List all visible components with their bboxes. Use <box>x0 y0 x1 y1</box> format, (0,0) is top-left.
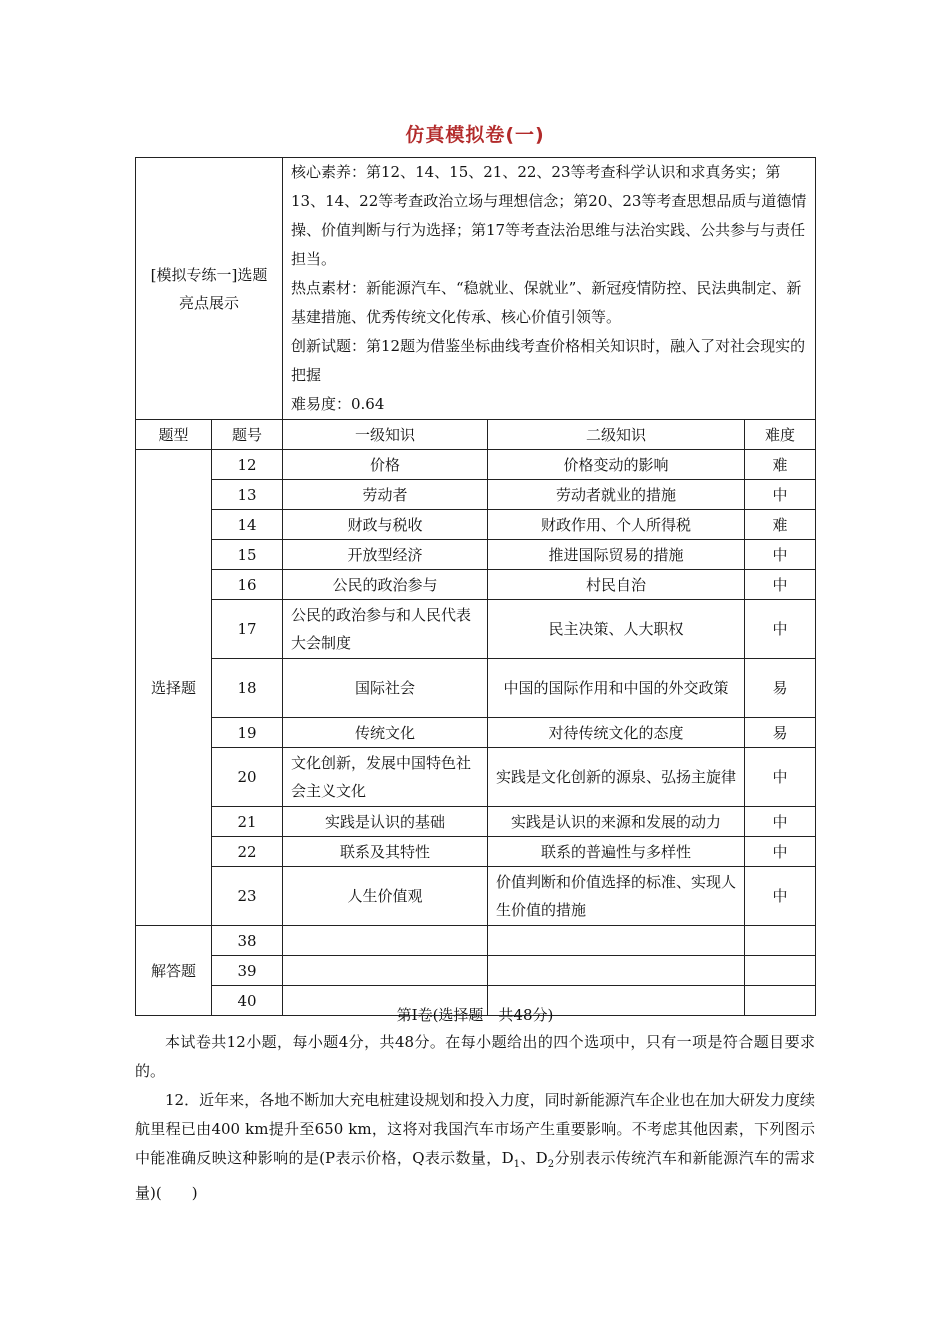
table-row <box>136 450 816 480</box>
table-row <box>136 867 816 926</box>
level2-knowledge-cell: 村民自治 <box>488 570 745 600</box>
difficulty-cell: 中 <box>745 570 816 600</box>
header-row <box>136 420 816 450</box>
question-number-cell: 16 <box>212 570 283 600</box>
difficulty-cell: 中 <box>745 480 816 510</box>
difficulty-cell: 中 <box>745 807 816 837</box>
q12-mid: 、D <box>519 1149 548 1167</box>
level2-knowledge-cell: 价格变动的影响 <box>488 450 745 480</box>
intro-innovation: 创新试题：第12题为借鉴坐标曲线考查价格相关知识时，融入了对社会现实的把握 <box>291 337 806 384</box>
level2-knowledge-cell <box>488 956 745 986</box>
difficulty-cell: 中 <box>745 867 816 926</box>
level1-knowledge-cell <box>283 926 488 956</box>
difficulty-cell: 难 <box>745 450 816 480</box>
table-row <box>136 540 816 570</box>
question-number-cell: 17 <box>212 600 283 659</box>
level2-knowledge-cell: 中国的国际作用和中国的外交政策 <box>488 659 745 718</box>
difficulty-cell <box>745 926 816 956</box>
difficulty-cell: 中 <box>745 837 816 867</box>
table-row <box>136 926 816 956</box>
difficulty-cell: 中 <box>745 540 816 570</box>
table-row <box>136 956 816 986</box>
table-row <box>136 659 816 718</box>
header-type: 题型 <box>136 420 212 450</box>
table-row <box>136 748 816 807</box>
level2-knowledge-cell: 财政作用、个人所得税 <box>488 510 745 540</box>
section-heading: 第Ⅰ卷(选择题 共48分) <box>396 1006 554 1024</box>
level2-knowledge-cell: 实践是文化创新的源泉、弘扬主旋律 <box>488 748 745 807</box>
question-number-cell: 19 <box>212 718 283 748</box>
type-choice-cell: 选择题 <box>136 450 212 926</box>
difficulty-cell: 易 <box>745 659 816 718</box>
level1-knowledge-cell: 开放型经济 <box>283 540 488 570</box>
intro-hot-material: 热点素材：新能源汽车、“稳就业、保就业”、新冠疫情防控、民法典制定、新基建措施、优秀传统文化传承、核心价值引领等。 <box>291 279 802 326</box>
intro-core-literacy: 核心素养：第12、14、15、21、22、23等考查科学认识和求真务实；第13、14、22等考查政治立场与理想信念；第20、23等考查思想品质与道德情操、价值判断与行为选择；第17等考查法治思维与法治实践、公共参与与责任担当。 <box>291 163 807 268</box>
question-number-cell: 12 <box>212 450 283 480</box>
q12-sub2: 2 <box>547 1159 555 1170</box>
difficulty-cell: 易 <box>745 718 816 748</box>
level1-knowledge-cell: 劳动者 <box>283 480 488 510</box>
table-row <box>136 600 816 659</box>
page-title: 仿真模拟卷(一) <box>405 124 545 146</box>
question-number-cell: 15 <box>212 540 283 570</box>
level2-knowledge-cell: 推进国际贸易的措施 <box>488 540 745 570</box>
header-level2: 二级知识 <box>488 420 745 450</box>
question-number-cell: 40 <box>212 986 283 1016</box>
level2-knowledge-cell: 民主决策、人大职权 <box>488 600 745 659</box>
header-number: 题号 <box>212 420 283 450</box>
level2-knowledge-cell: 劳动者就业的措施 <box>488 480 745 510</box>
intro-difficulty: 难易度：0.64 <box>291 395 385 413</box>
level1-knowledge-cell: 财政与税收 <box>283 510 488 540</box>
table-row <box>136 718 816 748</box>
instructions: 本试卷共12小题，每小题4分，共48分。在每小题给出的四个选项中，只有一项是符合题目要求的。 <box>135 1033 815 1080</box>
level2-knowledge-cell: 价值判断和价值选择的标准、实现人生价值的措施 <box>488 867 745 926</box>
level2-knowledge-cell: 对待传统文化的态度 <box>488 718 745 748</box>
table-row <box>136 807 816 837</box>
type-answer-cell: 解答题 <box>136 926 212 1016</box>
intro-label: [模拟专练一]选题亮点展示 <box>136 158 283 420</box>
question-number-cell: 13 <box>212 480 283 510</box>
question-number-cell: 20 <box>212 748 283 807</box>
question-number-cell: 39 <box>212 956 283 986</box>
level1-knowledge-cell: 价格 <box>283 450 488 480</box>
q12-sub1: 1 <box>513 1159 520 1170</box>
question-number-cell: 14 <box>212 510 283 540</box>
table-row <box>136 570 816 600</box>
level1-knowledge-cell: 联系及其特性 <box>283 837 488 867</box>
intro-text <box>283 158 816 420</box>
level2-knowledge-cell <box>488 926 745 956</box>
table-row <box>136 837 816 867</box>
question-number-cell: 18 <box>212 659 283 718</box>
question-number-cell: 23 <box>212 867 283 926</box>
level1-knowledge-cell: 人生价值观 <box>283 867 488 926</box>
question-number-cell: 22 <box>212 837 283 867</box>
level1-knowledge-cell: 公民的政治参与 <box>283 570 488 600</box>
header-level1: 一级知识 <box>283 420 488 450</box>
question-12 <box>135 1086 815 1208</box>
level1-knowledge-cell: 传统文化 <box>283 718 488 748</box>
header-difficulty: 难度 <box>745 420 816 450</box>
level1-knowledge-cell <box>283 956 488 986</box>
level2-knowledge-cell: 实践是认识的来源和发展的动力 <box>488 807 745 837</box>
table-row <box>136 510 816 540</box>
difficulty-cell: 中 <box>745 600 816 659</box>
level2-knowledge-cell: 联系的普遍性与多样性 <box>488 837 745 867</box>
level1-knowledge-cell: 公民的政治参与和人民代表大会制度 <box>283 600 488 659</box>
question-number-cell: 38 <box>212 926 283 956</box>
level1-knowledge-cell: 实践是认识的基础 <box>283 807 488 837</box>
difficulty-cell: 中 <box>745 748 816 807</box>
difficulty-cell: 难 <box>745 510 816 540</box>
q12-end: 分别表示传统汽车和新能源汽车的需求量)( ) <box>135 1149 815 1202</box>
intro-row <box>136 158 816 420</box>
q12-text: 12．近年来，各地不断加大充电桩建设规划和投入力度，同时新能源汽车企业也在加大研发力度续航里程已由400 km提升至650 km，这将对我国汽车市场产生重要影响。不考虑其他因素，下列图示中能准确反映这种影响的是(P表示价格，Q表示数量，D <box>135 1091 815 1167</box>
table-row <box>136 480 816 510</box>
question-number-cell: 21 <box>212 807 283 837</box>
level1-knowledge-cell: 文化创新，发展中国特色社会主义文化 <box>283 748 488 807</box>
knowledge-table <box>135 157 816 1016</box>
difficulty-cell <box>745 956 816 986</box>
level1-knowledge-cell: 国际社会 <box>283 659 488 718</box>
